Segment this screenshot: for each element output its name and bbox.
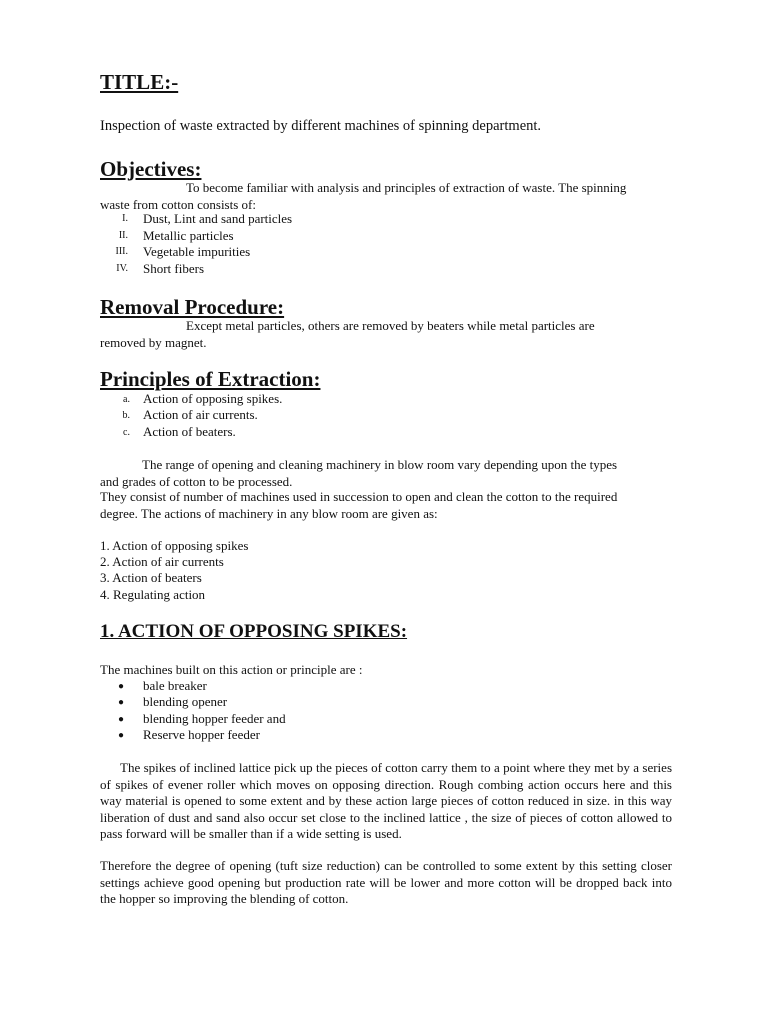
objectives-line-1: To become familiar with analysis and principles of extraction of waste. The spinning xyxy=(186,180,627,195)
section1-para1-line-1: The spikes of inclined lattice pick up the pieces of cotton carry them to a point where they met xyxy=(120,760,614,775)
removal-paragraph xyxy=(100,318,672,351)
bullet-icon: ● xyxy=(118,681,125,692)
list-item: 3. Action of beaters xyxy=(100,570,202,585)
list-item: 1. Action of opposing spikes xyxy=(100,538,249,553)
list-marker: III. xyxy=(115,246,128,257)
list-item: Action of beaters. xyxy=(143,424,236,439)
list-item: Vegetable impurities xyxy=(143,244,251,259)
objectives-line-2: waste from cotton consists of: xyxy=(100,196,256,212)
list-item: 4. Regulating action xyxy=(100,587,206,602)
removal-line-1: Except metal particles, others are removed by beaters while metal particles are xyxy=(186,318,595,333)
objectives-paragraph xyxy=(100,180,672,213)
removal-heading: Removal Procedure: xyxy=(100,295,285,319)
principles-paragraph-2 xyxy=(100,489,672,522)
list-item: bale breaker xyxy=(143,678,207,693)
principles-para1-line-2: and grades of cotton to be processed. xyxy=(100,473,293,489)
list-item: Action of opposing spikes. xyxy=(143,391,283,406)
section1-para1-rest: by a series of spikes of evener roller which moves on opposing direction. Rough combing action occurs here and this way material is opened to some extent and by these action large pieces of cotton reduced in size. in this way liberation of dust and sand also occur set close to the inclined lattice , the size of pieces of cotton allowed to pass forward will be smaller than if a wide setting is used. xyxy=(100,760,673,841)
list-marker: a. xyxy=(123,394,130,405)
list-item: Metallic particles xyxy=(143,228,234,243)
list-item: blending hopper feeder and xyxy=(143,711,286,726)
bullet-icon: ● xyxy=(118,697,125,708)
section1-paragraph-2: Therefore the degree of opening (tuft size reduction) can be controlled to some extent by this setting closer settings achieve good opening but production rate will be lower and more cotton will be dropped back into the hopper so improving the blending of cotton. xyxy=(100,858,672,906)
list-item: 2. Action of air currents xyxy=(100,554,224,569)
list-item: Action of air currents. xyxy=(143,407,258,422)
list-marker: c. xyxy=(123,427,130,438)
bullet-icon: ● xyxy=(118,714,125,725)
principles-paragraph-1 xyxy=(100,457,672,490)
principles-para2-line-1: They consist of number of machines used in succession to open and clean the cotton to the required xyxy=(100,489,618,504)
title-text: Inspection of waste extracted by different machines of spinning department. xyxy=(100,118,542,134)
removal-line-2: removed by magnet. xyxy=(100,334,207,350)
principles-para1-line-1: The range of opening and cleaning machinery in blow room vary depending upon the types xyxy=(142,457,618,472)
principles-heading: Principles of Extraction: xyxy=(100,367,321,391)
title-heading: TITLE:- xyxy=(100,70,179,94)
objectives-heading: Objectives: xyxy=(100,157,202,181)
list-item: Reserve hopper feeder xyxy=(143,727,260,742)
list-marker: IV. xyxy=(116,263,128,274)
list-marker: II. xyxy=(118,230,128,241)
section1-intro: The machines built on this action or principle are : xyxy=(100,662,363,677)
section1-heading: 1. ACTION OF OPPOSING SPIKES: xyxy=(100,621,408,642)
list-item: blending opener xyxy=(143,694,228,709)
section1-paragraph-1 xyxy=(100,760,672,843)
list-item: Short fibers xyxy=(143,261,205,276)
principles-para2-line-2: degree. The actions of machinery in any blow room are given as: xyxy=(100,505,438,521)
list-marker: b. xyxy=(122,410,130,421)
list-item: Dust, Lint and sand particles xyxy=(143,211,293,226)
bullet-icon: ● xyxy=(118,730,125,741)
list-marker: I. xyxy=(122,213,128,224)
